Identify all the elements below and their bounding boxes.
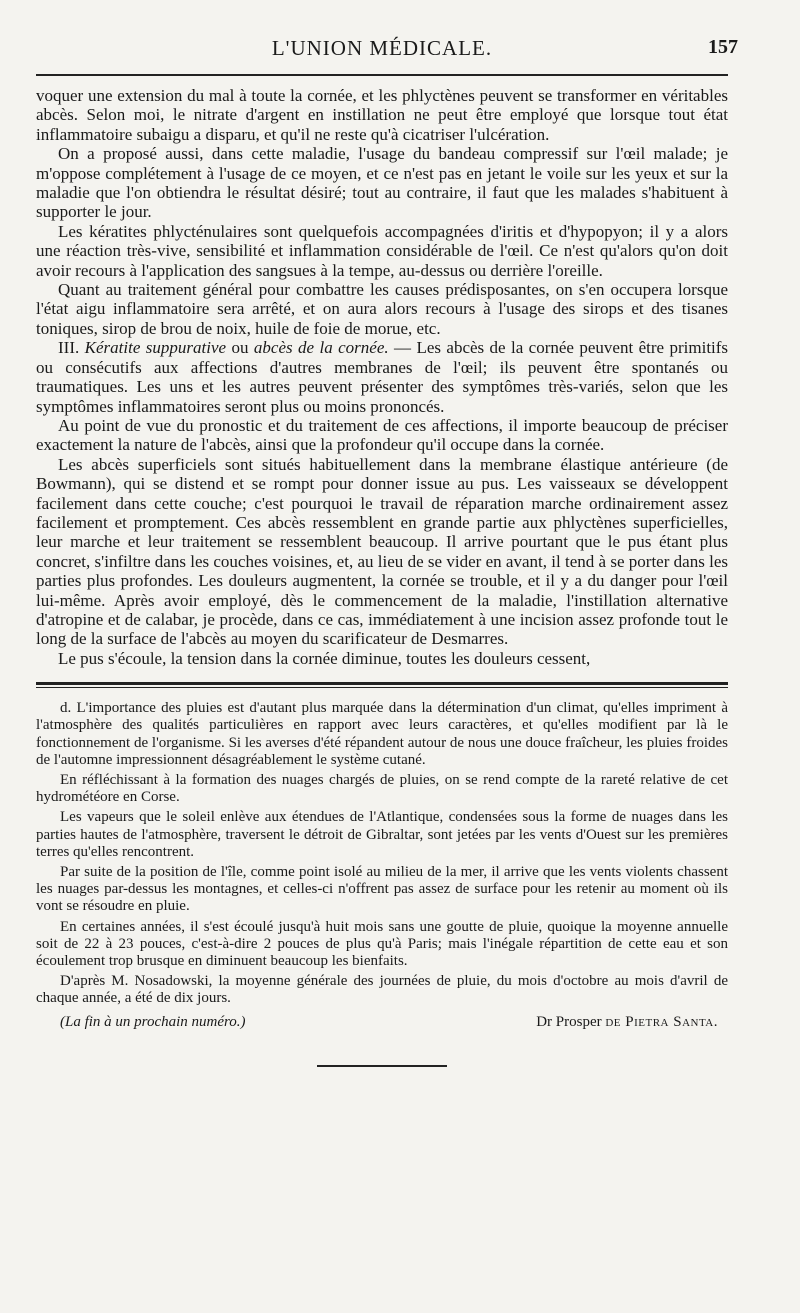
body-paragraph: voquer une extension du mal à toute la cornée, et les phlyctènes peuvent se transformer en véritables abcès. Selon moi, le nitrate d'argent en instillation ne peut être employé que lorsque tout état inflammatoire subaigu a disparu, et qu'il ne reste qu'à cicatriser l'ulcération.	[36, 86, 728, 144]
body-paragraph: Quant au traitement général pour combattre les causes prédisposantes, on s'en occupera lorsque l'état aigu inflammatoire sera arrêté, et on aura alors recours à l'usage des sirops et des tisanes toniques, sirop de brou de noix, huile de foie de morue, etc.	[36, 280, 728, 338]
section-number: III.	[58, 338, 80, 358]
note-paragraph: En réfléchissant à la formation des nuages chargés de pluies, on se rend compte de la rareté relative de cet hydrométéore en Corse.	[36, 772, 728, 806]
author-title: Dr Prosper	[536, 1013, 602, 1030]
body-paragraph: Le pus s'écoule, la tension dans la cornée diminue, toutes les douleurs cessent,	[58, 648, 591, 668]
end-rule	[317, 1065, 447, 1067]
section-heading: Kératite suppurative	[84, 338, 227, 358]
section-connector: ou	[231, 338, 249, 358]
note-paragraph: D'après M. Nosadowski, la moyenne générale des journées de pluie, du mois d'octobre au mois d'avril de chaque année, a été de dix jours.	[36, 973, 728, 1007]
author-name: de Pietra Santa.	[605, 1013, 718, 1030]
running-title: L'UNION MÉDICALE.	[271, 36, 493, 60]
running-head	[36, 34, 738, 64]
signoff	[36, 1014, 728, 1031]
notes-rule-thin	[36, 687, 728, 688]
footnotes	[36, 700, 728, 1007]
continued-note: (La fin à un prochain numéro.)	[60, 1013, 246, 1030]
author-signature	[536, 1014, 718, 1031]
header-rule	[36, 74, 728, 76]
body-paragraph: On a proposé aussi, dans cette maladie, l'usage du bandeau compressif sur l'œil malade; je m'oppose complétement à l'usage de ce moyen, et ce n'est pas en jetant le voile sur les yeux et sur la maladie que l'on obtiendra le résultat désiré; tout au contraire, il faut que les malades s'habituent à supporter le jour.	[36, 144, 728, 222]
body-paragraph: Au point de vue du pronostic et du traitement de ces affections, il importe beaucoup de préciser exactement la nature de l'abcès, ainsi que la profondeur qu'il occupe dans la cornée.	[36, 415, 728, 455]
article-body	[36, 86, 728, 668]
note-paragraph: d. L'importance des pluies est d'autant plus marquée dans la détermination d'un climat, qu'elles impriment à l'atmosphère des qualités particulières en rapport avec leurs caractères, et qu'elles modifient par là le fonctionnement de l'organisme. Si les averses d'été répandent autour de nous une douce fraîcheur, les pluies froides de l'automne impressionnent désagréablement le système cutané.	[36, 700, 728, 768]
notes-rule-thick	[36, 682, 728, 685]
section-text: — Les abcès de la cornée peuvent être primitifs ou consécutifs aux affections d'autres membranes de l'œil; ils peuvent être spontanés ou traumatiques. Les uns et les autres peuvent présenter des symptômes très-variés, selon que les symptômes inflammatoires seront plus ou moins prononcés.	[36, 338, 729, 416]
note-paragraph: En certaines années, il s'est écoulé jusqu'à huit mois sans une goutte de pluie, quoique la moyenne annuelle soit de 22 à 23 pouces, c'est-à-dire 2 pouces de plus qu'à Paris; mais l'inégale répartition de cette eau et son écoulement trop brusque en diminuent beaucoup les bienfaits.	[36, 918, 728, 970]
page-number: 157	[708, 36, 738, 58]
body-paragraph: Les kératites phlycténulaires sont quelquefois accompagnées d'iritis et d'hypopyon; il y a alors une réaction très-vive, sensibilité et inflammation considérable de l'œil. Ce n'est qu'alors qu'on doit avoir recours à l'application des sangsues à la tempe, au-dessus ou derrière l'oreille.	[36, 221, 728, 280]
body-paragraph: Les abcès superficiels sont situés habituellement dans la membrane élastique antérieure (de Bowmann), qui se distend et se rompt pour donner issue au pus. Les vaisseaux se développent facilement dans cette couche; c'est pourquoi le travail de réparation marche ordinairement assez facilement et promptement. Ces abcès ressemblent en grande partie aux phlyctènes superficielles, leur marche et leur traitement se ressemblent beaucoup. Il arrive pourtant que le pus étant plus concret, s'infiltre dans les couches voisines, et, au lieu de se vider en avant, il tend à se porter dans les parties plus profondes. Les douleurs augmentent, la cornée se trouble, et il y a du danger pour l'œil lui-même. Après avoir employé, dès le commencement de la maladie, l'instillation alternative d'atropine et de calabar, je procède, dans ce cas, immédiatement à une incision assez profonde tout le long de la surface de l'abcès au moyen du scarificateur de Desmarres.	[36, 454, 728, 649]
section-iii-paragraph	[36, 338, 728, 416]
note-paragraph: Par suite de la position de l'île, comme point isolé au milieu de la mer, il arrive que les vents violents chassent les nuages par-dessus les montagnes, et celles-ci n'offrent pas assez de surface pour les retenir au moment où ils vont se résoudre en pluie.	[36, 864, 728, 915]
note-paragraph: Les vapeurs que le soleil enlève aux étendues de l'Atlantique, condensées sous la forme de nuages dans les parties hautes de l'atmosphère, traversent le détroit de Gibraltar, sont jetées par les vents d'Ouest sur les premières terres qu'elles rencontrent.	[36, 809, 728, 860]
section-heading-alt: abcès de la cornée.	[253, 338, 389, 358]
